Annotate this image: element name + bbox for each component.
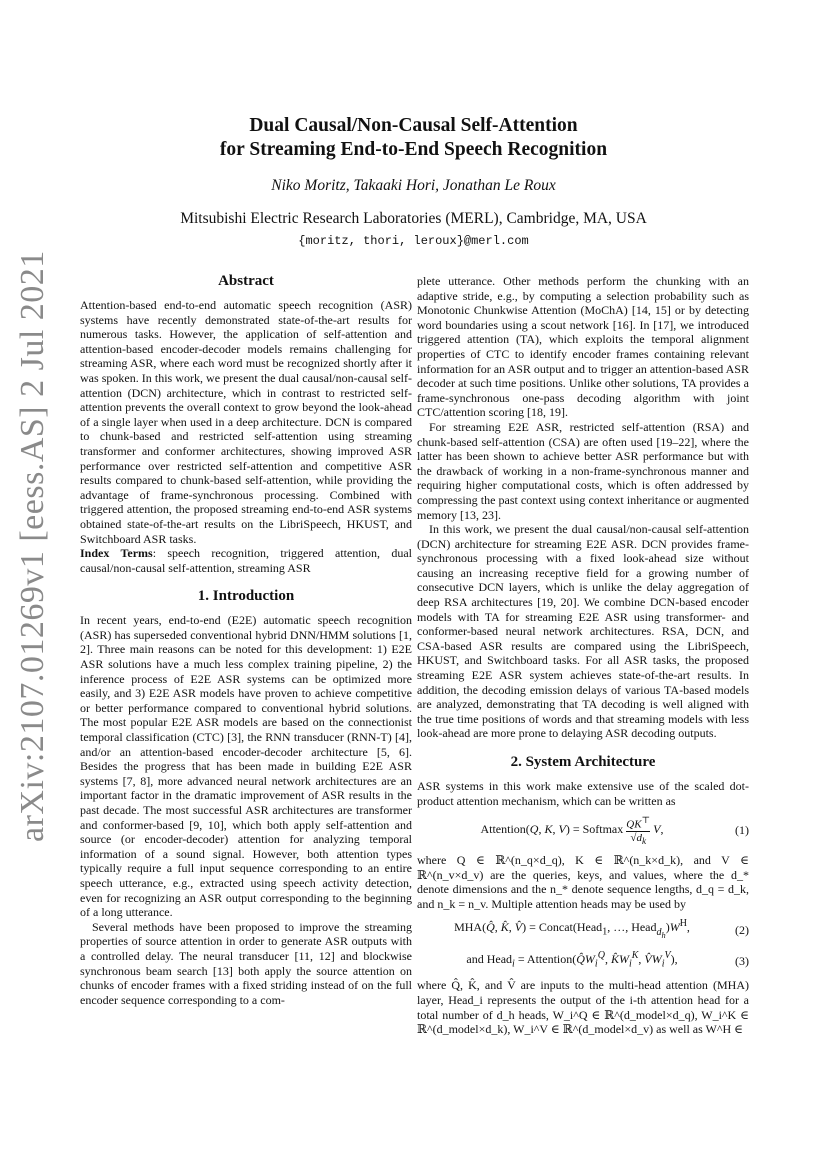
authors: Niko Moritz, Takaaki Hori, Jonathan Le Roux	[271, 177, 556, 194]
affiliation: Mitsubishi Electric Research Laboratories (MERL), Cambridge, MA, USA	[180, 210, 647, 227]
intro-paragraph-1: In recent years, end-to-end (E2E) automatic speech recognition (ASR) has superseded conventional hybrid DNN/HMM solutions [1, 2]. Three main reasons can be noted for this development: 1) E2E ASR solutions have a much less complex training pipeline, 2) the inference process of E2E ASR systems can be optimized more easily, and 3) E2E ASR models have proven to achieve competitive or better performance compared to conventional hybrid solutions. The most popular E2E ASR models are based on the connectionist temporal classification (CTC) [3], the RNN transducer (RNN-T) [4], and/or an attention-based encoder-decoder architecture [5, 6]. Besides the progress that has been made in building E2E ASR systems [7, 8], more advanced neural network architectures are an important factor in the dramatic improvement of ASR results in the past decade. The most successful ASR architectures are transformer and conformer-based [9, 10], which both apply self-attention and source (or encoder-decoder) attention for analyzing temporal information of a sound signal. However, both attention types typically require a full input sequence corresponding to an entire speech utterance, e.g., extracted using speech activity detection, even for recognizing an ASR output corresponding to the beginning of a long utterance.	[80, 613, 412, 920]
system-paragraph-1: ASR systems in this work make extensive use of the scaled dot-product attention mechanism, which can be written as	[417, 779, 749, 808]
system-paragraph-2: where Q ∈ ℝ^(n_q×d_q), K ∈ ℝ^(n_k×d_k), and V ∈ ℝ^(n_v×d_v) are the queries, keys, and values, where the d_* denote dimensions and the n_* denote sequence lengths, d_q = d_k, and n_k = n_v. Multiple attention heads may be used by	[417, 853, 749, 911]
right-paragraph-1: plete utterance. Other methods perform the chunking with an adaptive stride, e.g., by computing a selection probability such as Monotonic Chunkwise Attention (MoChA) [14, 15] or by detecting word boundaries using a scout network [16]. In [17], we introduced triggered attention (TA), which exploits the temporal alignment properties of CTC to identify encoder frames containing relevant information for an ASR output and to trigger an attention-based ASR decoder at such time positions. Unlike other solutions, TA provides a frame-synchronous one-pass decoding algorithm with joint CTC/attention scoring [18, 19].	[417, 274, 749, 420]
equation-1-number: (1)	[735, 823, 749, 838]
system-paragraph-3: where Q̂, K̂, and V̂ are inputs to the multi-head attention (MHA) layer, Head_i represents the output of the i-th attention head for a total number of d_h heads, W_i^Q ∈ ℝ^(d_model×d_q), W_i^K ∈ ℝ^(d_model×d_k), W_i^V ∈ ℝ^(d_model×d_v) as well as W^H ∈	[417, 978, 749, 1037]
equation-1	[417, 814, 749, 847]
left-column	[80, 272, 412, 1007]
system-architecture-heading: 2. System Architecture	[510, 754, 656, 770]
intro-heading: 1. Introduction	[197, 588, 295, 605]
equation-3-body: and Head$_i$ = $Attention(Q̂W_i^Q$, $K̂W_i^K$, $V̂W_i^V$),	[466, 950, 678, 970]
intro-paragraph-2: Several methods have been proposed to improve the streaming properties of source attention in order to generate ASR outputs with a controlled delay. The neural transducer [11, 12] and blockwise synchronous beam search [13] both apply the source attention on chunks of encoder frames with a fixed striding instead of on the full encoder sequence corresponding to a com-	[80, 919, 412, 1007]
abstract-text: Attention-based end-to-end automatic speech recognition (ASR) systems have recently demonstrated state-of-the-art results for numerous tasks. However, the application of self-attention and attention-based encoder-decoder models remains challenging for streaming ASR, where each word must be recognized shortly after it was spoken. In this work, we present the dual causal/non-causal self-attention (DCN) architecture, which in contrast to restricted self-attention prevents the overall context to grow beyond the look-ahead of a single layer when used in a deep architecture. DCN is compared to chunk-based and restricted self-attention using streaming transformer and conformer architectures, showing improved ASR performance over restricted self-attention and competitive ASR results compared to chunk-based self-attention, while providing the advantage of frame-synchronous processing. Combined with triggered attention, the proposed streaming end-to-end ASR systems obtained state-of-the-art results on the LibriSpeech, HKUST, and Switchboard ASR tasks.	[80, 298, 412, 546]
abstract-heading: Abstract	[218, 273, 274, 289]
title-line-2: for Streaming End-to-End Speech Recognition	[219, 139, 608, 160]
right-paragraph-3: In this work, we present the dual causal/non-causal self-attention (DCN) architecture for streaming E2E ASR. DCN provides frame-synchronous processing with a fixed look-ahead size without causing an increasing receptive field for a growing number of consecutive DCN layers, which is unlike the delay aggregation of deep RSA architectures [19, 20]. We combine DCN-based encoder models with TA for streaming E2E ASR using transformer- and conformer-based neural network architectures. RSA, DCN, and CSA-based ASR results are compared using the LibriSpeech, HKUST, and Switchboard tasks. For all ASR tasks, the proposed streaming E2E ASR system achieves state-of-the-art results. In addition, the decoding emission delays of various TA-based models are analyzed, demonstrating that TA decoding is well aligned with the true time positions of words and that streaming models with less look-ahead are more prone to delaying ASR decoding outputs.	[417, 522, 749, 741]
title-line-1: Dual Causal/Non-Causal Self-Attention	[249, 115, 578, 136]
index-terms-text: : speech recognition, triggered attention, dual causal/non-causal self-attention, streaming ASR	[80, 546, 413, 575]
equation-3	[417, 949, 749, 972]
email: {moritz, thori, leroux}@merl.com	[298, 234, 529, 248]
index-terms	[80, 546, 412, 575]
equation-2-number: (2)	[735, 923, 749, 938]
equation-2-body: MHA(Q̂, K̂, V̂) = Concat(Head$_1$, …, $Head_{d_h})W^H$,	[454, 918, 690, 940]
arxiv-identifier: arXiv:2107.01269v1 [eess.AS] 2 Jul 2021	[14, 250, 51, 842]
right-column	[417, 274, 749, 1037]
right-paragraph-2: For streaming E2E ASR, restricted self-attention (RSA) and chunk-based self-attention (CSA) are often used [19–22], where the latter has been shown to achieve better ASR performance but with the drawback of working in a non-frame-synchronous manner and requiring higher computational costs, which is often addressed by compressing the past context using context inheritance or augmented memory [13, 23].	[417, 419, 749, 522]
paper-title	[0, 114, 827, 162]
equation-3-number: (3)	[735, 953, 749, 968]
index-terms-label: Index Terms	[80, 546, 153, 561]
equation-1-body: Attention(Q, K, V) = Softmax $\frac{QK^⊤}{√d_k}$ V,	[480, 815, 664, 847]
equation-2	[417, 917, 749, 943]
